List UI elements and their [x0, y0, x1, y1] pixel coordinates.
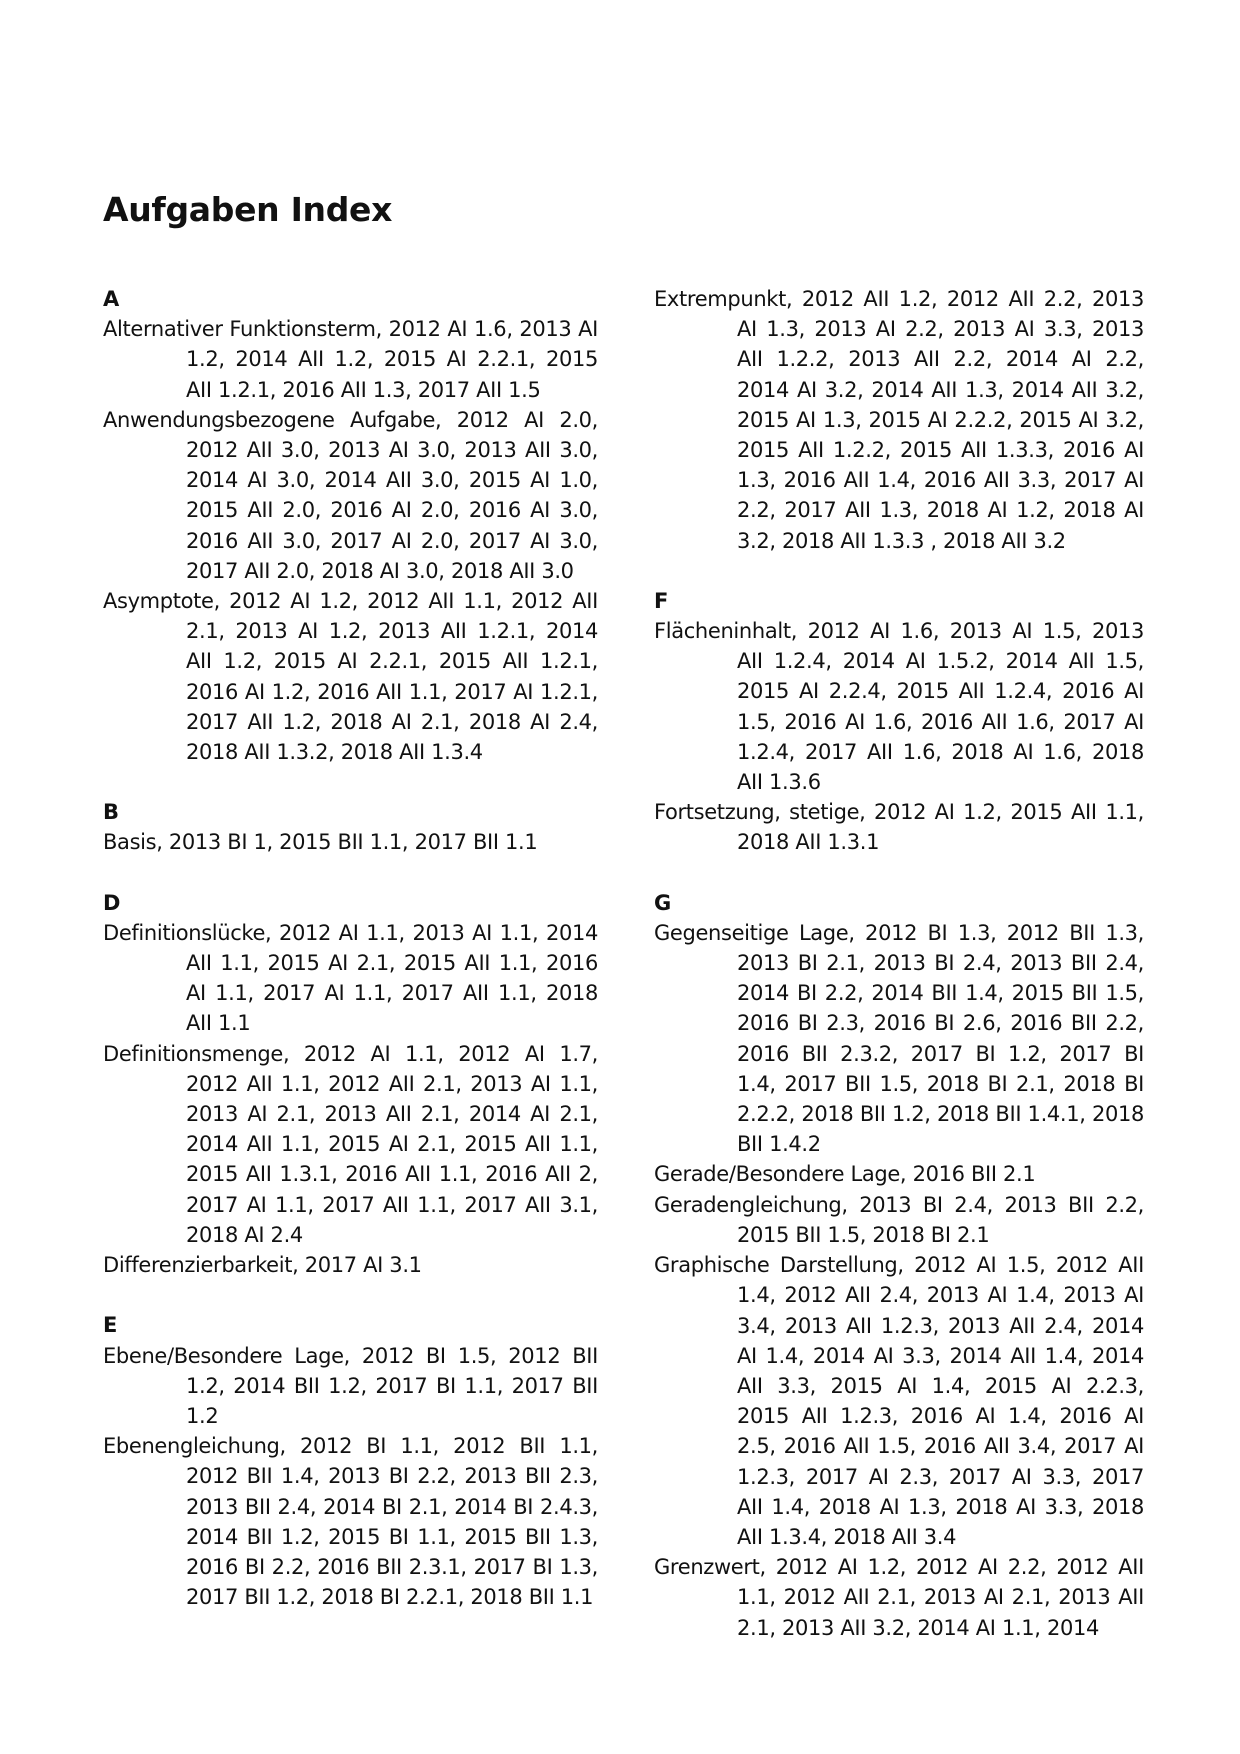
index-entry: Alternativer Funktionsterm, 2012 AI 1.6, 2013 AI 1.2, 2014 AII 1.2, 2015 AI 2.2.1, 2015 AII 1.2.1, 2016 AII 1.3, 2017 AII 1.5	[103, 317, 598, 402]
index-section-f	[654, 586, 1144, 858]
index-entry: Ebene/Besondere Lage, 2012 BI 1.5, 2012 BII 1.2, 2014 BII 1.2, 2017 BI 1.1, 2017 BII 1.2	[103, 1343, 598, 1428]
index-entry: Asymptote, 2012 AI 1.2, 2012 AII 1.1, 2012 AII 2.1, 2013 AI 1.2, 2013 AII 1.2.1, 2014 AII 1.2, 2015 AI 2.2.1, 2015 AII 1.2.1, 2016 AI 1.2, 2016 AII 1.1, 2017 AI 1.2.1, 2017 AII 1.2, 2018 AI 2.1, 2018 AI 2.4, 2018 AII 1.3.2, 2018 AII 1.3.4	[103, 589, 598, 765]
index-entry: Definitionslücke, 2012 AI 1.1, 2013 AI 1.1, 2014 AII 1.1, 2015 AI 2.1, 2015 AII 1.1, 2016 AI 1.1, 2017 AI 1.1, 2017 AII 1.1, 2018 AII 1.1	[103, 920, 598, 1036]
index-entry: Definitionsmenge, 2012 AI 1.1, 2012 AI 1.7, 2012 AII 1.1, 2012 AII 2.1, 2013 AI 1.1, 2013 AI 2.1, 2013 AII 2.1, 2014 AI 2.1, 2014 AII 1.1, 2015 AI 2.1, 2015 AII 1.1, 2015 AII 1.3.1, 2016 AII 1.1, 2016 AII 2, 2017 AI 1.1, 2017 AII 1.1, 2017 AII 3.1, 2018 AI 2.4	[103, 1041, 598, 1247]
section-letter: D	[103, 890, 121, 915]
index-entry: Basis, 2013 BI 1, 2015 BII 1.1, 2017 BII 1.1	[103, 830, 538, 855]
index-entry: Geradengleichung, 2013 BI 2.4, 2013 BII 2.2, 2015 BII 1.5, 2018 BI 2.1	[654, 1192, 1144, 1247]
section-letter: B	[103, 800, 119, 825]
index-entry: Gerade/Besondere Lage, 2016 BII 2.1	[654, 1162, 1036, 1187]
index-section-e-continued	[654, 284, 1144, 556]
index-section-g	[654, 888, 1144, 1643]
page-title: Aufgaben Index	[103, 190, 393, 229]
index-entry: Grenzwert, 2012 AI 1.2, 2012 AI 2.2, 2012 AII 1.1, 2012 AII 2.1, 2013 AI 2.1, 2013 AII 2.1, 2013 AII 3.2, 2014 AI 1.1, 2014	[654, 1555, 1144, 1640]
index-entry: Differenzierbarkeit, 2017 AI 3.1	[103, 1253, 422, 1278]
index-column-left	[103, 284, 598, 1642]
index-section-a	[103, 284, 598, 767]
index-entry: Gegenseitige Lage, 2012 BI 1.3, 2012 BII 1.3, 2013 BI 2.1, 2013 BI 2.4, 2013 BII 2.4, 2014 BI 2.2, 2014 BII 1.4, 2015 BII 1.5, 2016 BI 2.3, 2016 BI 2.6, 2016 BII 2.2, 2016 BII 2.3.2, 2017 BI 1.2, 2017 BI 1.4, 2017 BII 1.5, 2018 BI 2.1, 2018 BI 2.2.2, 2018 BII 1.2, 2018 BII 1.4.1, 2018 BII 1.4.2	[654, 920, 1144, 1157]
index-entry: Fortsetzung, stetige, 2012 AI 1.2, 2015 AII 1.1, 2018 AII 1.3.1	[654, 800, 1144, 855]
index-entry: Ebenengleichung, 2012 BI 1.1, 2012 BII 1.1, 2012 BII 1.4, 2013 BI 2.2, 2013 BII 2.3, 2013 BII 2.4, 2014 BI 2.1, 2014 BI 2.4.3, 2014 BII 1.2, 2015 BI 1.1, 2015 BII 1.3, 2016 BI 2.2, 2016 BII 2.3.1, 2017 BI 1.3, 2017 BII 1.2, 2018 BI 2.2.1, 2018 BII 1.1	[103, 1434, 598, 1610]
index-entry: Extrempunkt, 2012 AII 1.2, 2012 AII 2.2, 2013 AI 1.3, 2013 AI 2.2, 2013 AI 3.3, 2013 AII 1.2.2, 2013 AII 2.2, 2014 AI 2.2, 2014 AI 3.2, 2014 AII 1.3, 2014 AII 3.2, 2015 AI 1.3, 2015 AI 2.2.2, 2015 AI 3.2, 2015 AII 1.2.2, 2015 AII 1.3.3, 2016 AI 1.3, 2016 AII 1.4, 2016 AII 3.3, 2017 AI 2.2, 2017 AII 1.3, 2018 AI 1.2, 2018 AI 3.2, 2018 AII 1.3.3 , 2018 AII 3.2	[654, 287, 1144, 553]
section-letter: A	[103, 287, 119, 311]
index-section-e	[103, 1310, 598, 1612]
section-letter: F	[654, 588, 668, 613]
section-letter: G	[654, 890, 671, 915]
index-entry: Graphische Darstellung, 2012 AI 1.5, 2012 AII 1.4, 2012 AII 2.4, 2013 AI 1.4, 2013 AI 3.4, 2013 AII 1.2.3, 2013 AII 2.4, 2014 AI 1.4, 2014 AI 3.3, 2014 AII 1.4, 2014 AII 3.3, 2015 AI 1.4, 2015 AI 2.2.3, 2015 AII 1.2.3, 2016 AI 1.4, 2016 AI 2.5, 2016 AII 1.5, 2016 AII 3.4, 2017 AI 1.2.3, 2017 AI 2.3, 2017 AI 3.3, 2017 AII 1.4, 2018 AI 1.3, 2018 AI 3.3, 2018 AII 1.3.4, 2018 AII 3.4	[654, 1253, 1144, 1549]
section-letter: E	[103, 1313, 117, 1338]
index-section-d	[103, 888, 598, 1281]
index-section-b	[103, 797, 598, 857]
index-column-right	[654, 284, 1144, 1673]
index-entry: Flächeninhalt, 2012 AI 1.6, 2013 AI 1.5, 2013 AII 1.2.4, 2014 AI 1.5.2, 2014 AII 1.5, 2015 AI 2.2.4, 2015 AII 1.2.4, 2016 AI 1.5, 2016 AI 1.6, 2016 AII 1.6, 2017 AI 1.2.4, 2017 AII 1.6, 2018 AI 1.6, 2018 AII 1.3.6	[654, 619, 1144, 795]
index-entry: Anwendungsbezogene Aufgabe, 2012 AI 2.0, 2012 AII 3.0, 2013 AI 3.0, 2013 AII 3.0, 2014 AI 3.0, 2014 AII 3.0, 2015 AI 1.0, 2015 AII 2.0, 2016 AI 2.0, 2016 AI 3.0, 2016 AII 3.0, 2017 AI 2.0, 2017 AI 3.0, 2017 AII 2.0, 2018 AI 3.0, 2018 AII 3.0	[103, 407, 598, 583]
